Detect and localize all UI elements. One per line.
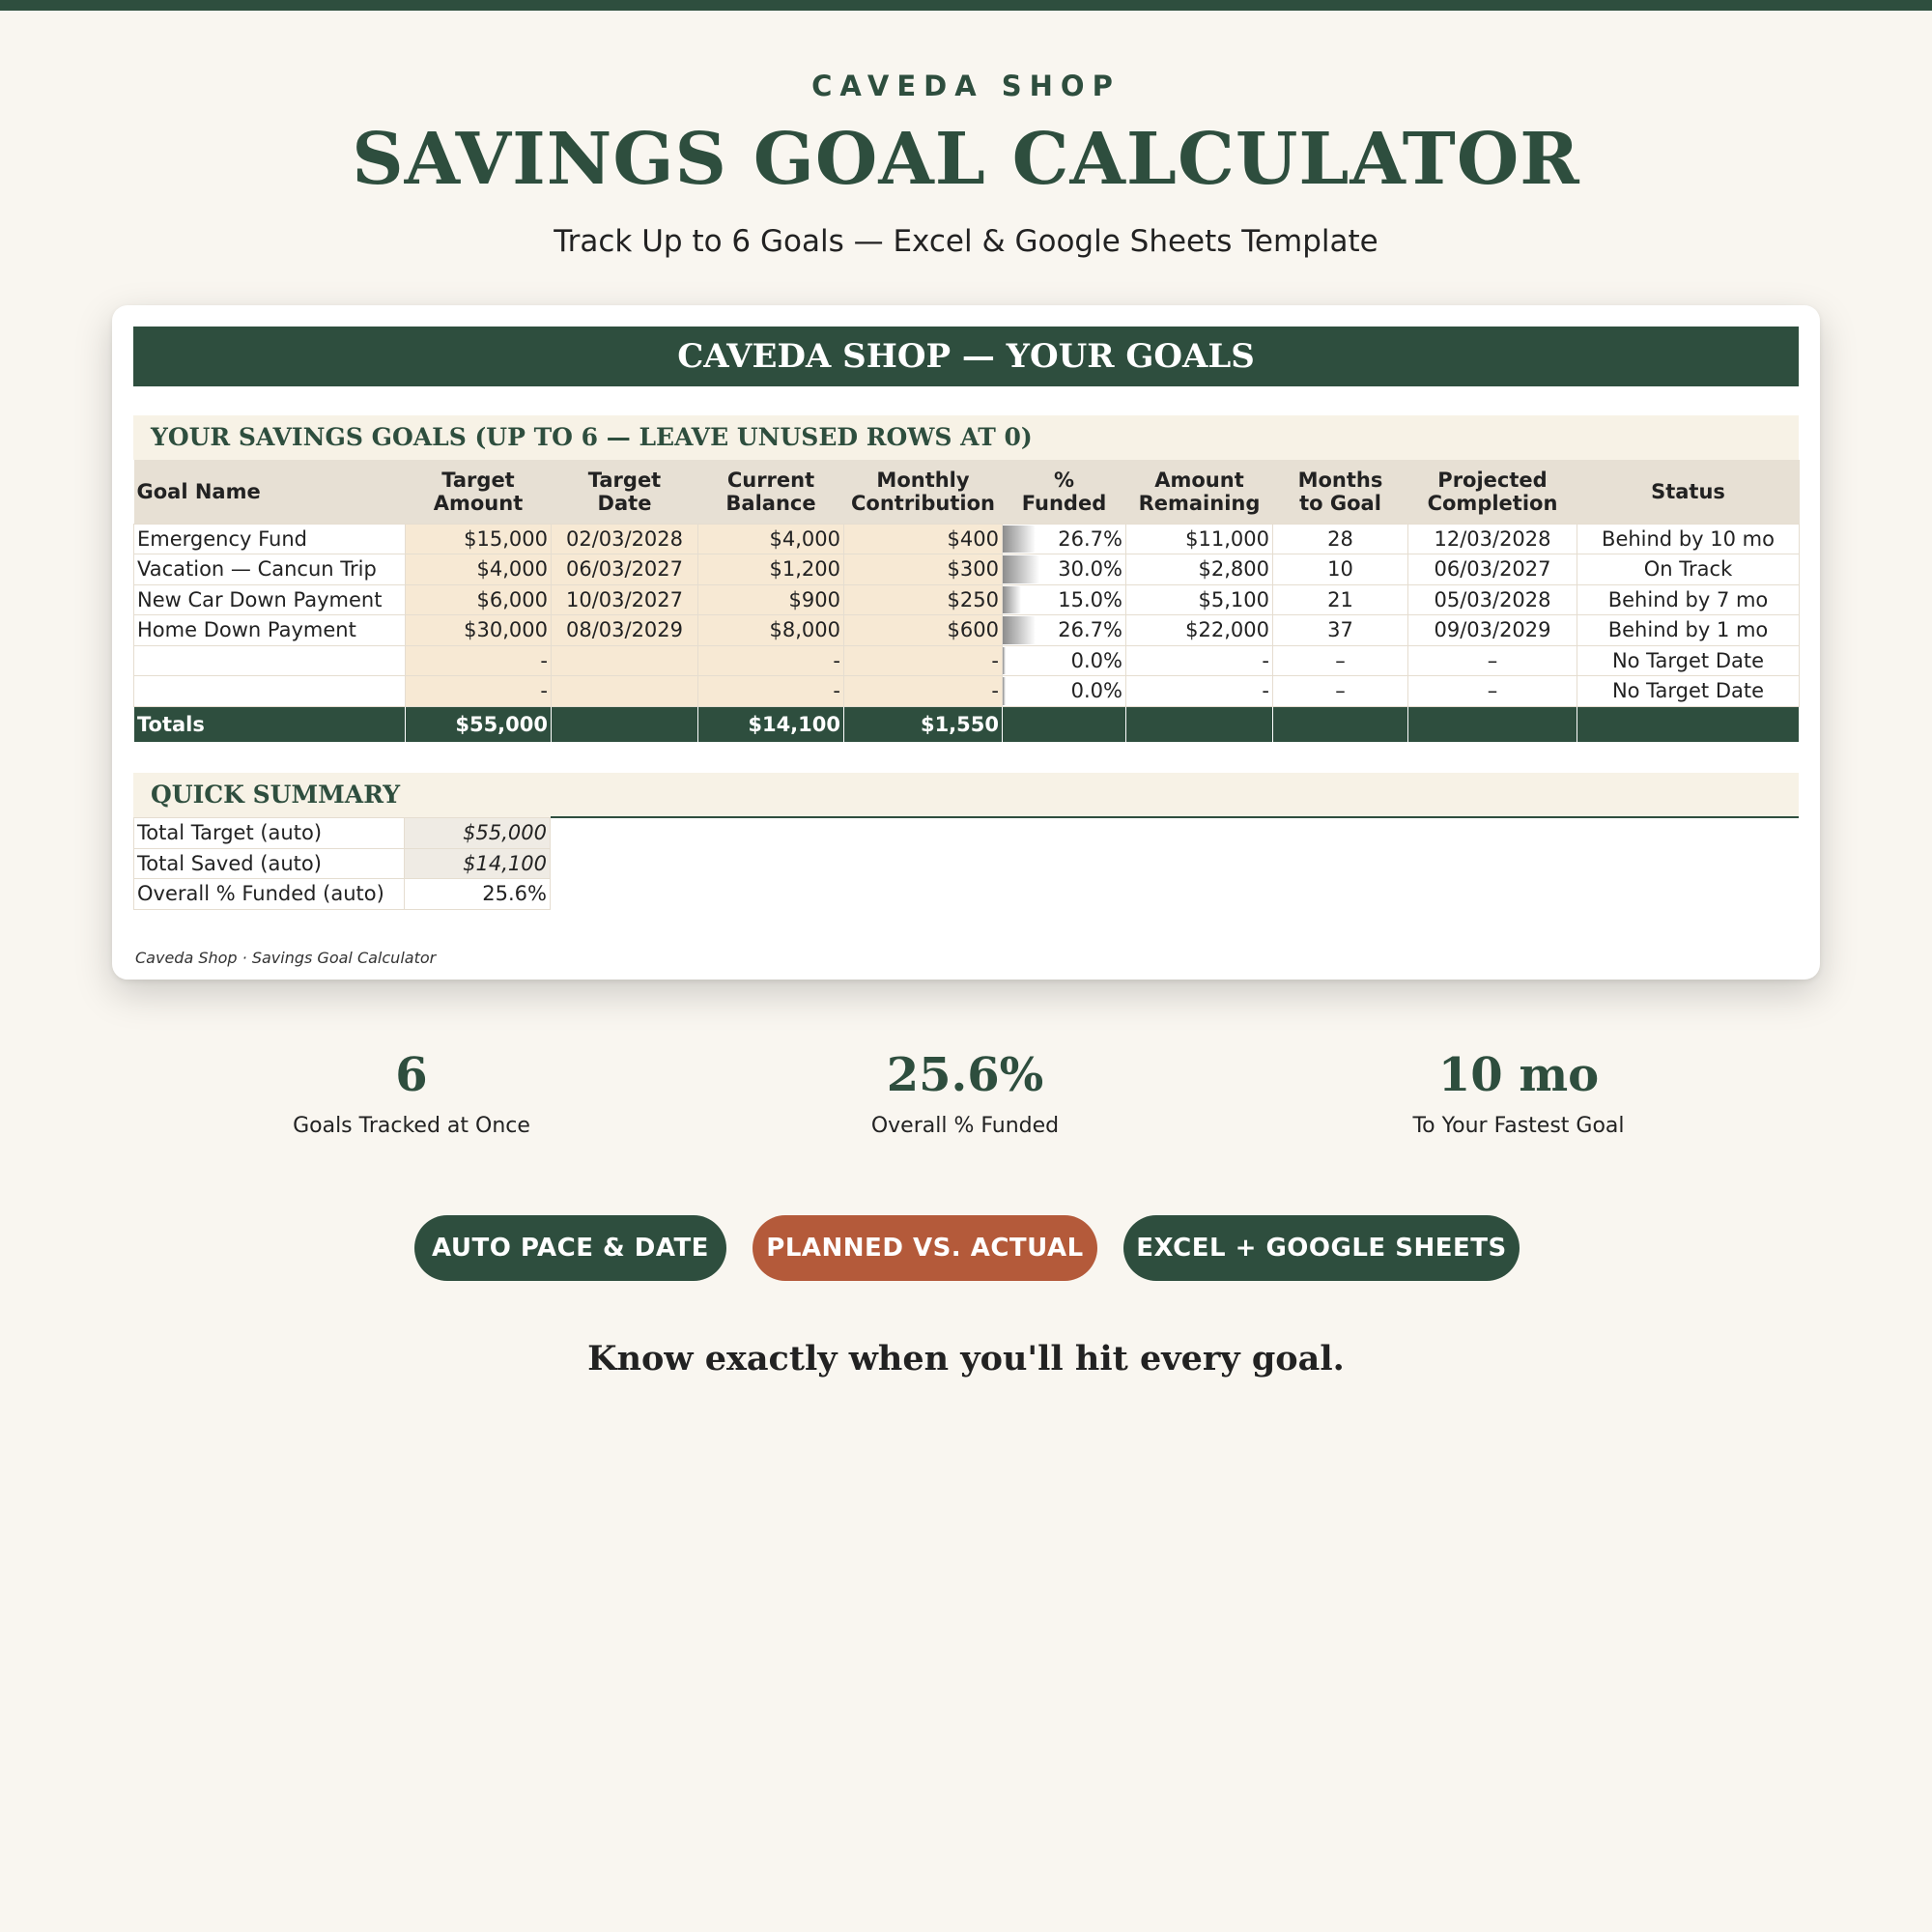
totals-empty-cell — [1126, 706, 1273, 742]
monthly-contribution-cell[interactable]: $250 — [844, 584, 1003, 615]
totals-empty-cell — [1577, 706, 1800, 742]
months-to-goal-cell: 28 — [1273, 524, 1408, 554]
funded-progress-bar — [1003, 647, 1006, 675]
stat-value: 6 — [395, 1048, 428, 1102]
goal-name-cell[interactable]: Emergency Fund — [134, 524, 406, 554]
summary-row — [134, 879, 551, 910]
status-cell: Behind by 7 mo — [1577, 584, 1800, 615]
summary-value[interactable]: $14,100 — [405, 848, 551, 879]
col-header-months-to-goal: Months to Goal — [1273, 460, 1408, 524]
monthly-contribution-cell[interactable]: $400 — [844, 524, 1003, 554]
summary-divider — [551, 816, 1799, 818]
spreadsheet-preview-card — [112, 305, 1820, 980]
goal-name-cell[interactable]: Home Down Payment — [134, 615, 406, 646]
amount-remaining-cell: $11,000 — [1126, 524, 1273, 554]
pill-excel-google-sheets: EXCEL + GOOGLE SHEETS — [1123, 1215, 1520, 1281]
status-cell: Behind by 1 mo — [1577, 615, 1800, 646]
target-amount-cell[interactable]: $30,000 — [406, 615, 552, 646]
percent-funded-cell — [1003, 524, 1126, 554]
current-balance-cell[interactable]: $8,000 — [698, 615, 844, 646]
status-cell: No Target Date — [1577, 676, 1800, 707]
brand-name: CAVEDA SHOP — [811, 70, 1121, 102]
totals-empty-cell — [1003, 706, 1126, 742]
summary-label: Total Target (auto) — [134, 818, 405, 849]
months-to-goal-cell: 21 — [1273, 584, 1408, 615]
amount-remaining-cell: $22,000 — [1126, 615, 1273, 646]
pill-planned-vs-actual: PLANNED VS. ACTUAL — [753, 1215, 1097, 1281]
monthly-contribution-cell[interactable]: - — [844, 645, 1003, 676]
current-balance-cell[interactable]: $900 — [698, 584, 844, 615]
totals-label: Totals — [134, 706, 406, 742]
amount-remaining-cell: $2,800 — [1126, 554, 1273, 585]
months-to-goal-cell: 10 — [1273, 554, 1408, 585]
summary-label: Overall % Funded (auto) — [134, 879, 405, 910]
goal-name-cell[interactable]: New Car Down Payment — [134, 584, 406, 615]
goal-row — [134, 645, 1800, 676]
current-balance-cell[interactable]: - — [698, 676, 844, 707]
projected-completion-cell: – — [1408, 676, 1577, 707]
monthly-contribution-cell[interactable]: $300 — [844, 554, 1003, 585]
target-date-cell[interactable]: 08/03/2029 — [552, 615, 698, 646]
funded-progress-bar — [1003, 616, 1036, 644]
summary-row — [134, 818, 551, 849]
funded-progress-bar — [1003, 526, 1036, 554]
status-cell: Behind by 10 mo — [1577, 524, 1800, 554]
percent-funded-cell — [1003, 554, 1126, 585]
target-date-cell[interactable] — [552, 676, 698, 707]
current-balance-cell[interactable]: $4,000 — [698, 524, 844, 554]
goal-row — [134, 584, 1800, 615]
percent-funded-value: 26.7% — [1058, 618, 1122, 642]
amount-remaining-cell: - — [1126, 676, 1273, 707]
percent-funded-value: 0.0% — [1070, 679, 1122, 703]
goals-table — [133, 460, 1800, 743]
target-date-cell[interactable]: 10/03/2027 — [552, 584, 698, 615]
summary-table — [133, 817, 551, 910]
current-balance-cell[interactable]: - — [698, 645, 844, 676]
stat-label: Goals Tracked at Once — [293, 1114, 530, 1138]
summary-value[interactable]: $55,000 — [405, 818, 551, 849]
col-header-status: Status — [1577, 460, 1800, 524]
percent-funded-value: 0.0% — [1070, 648, 1122, 672]
totals-target: $55,000 — [406, 706, 552, 742]
stat-label: To Your Fastest Goal — [1412, 1114, 1625, 1138]
projected-completion-cell: 09/03/2029 — [1408, 615, 1577, 646]
funded-progress-bar — [1003, 586, 1021, 614]
monthly-contribution-cell[interactable]: $600 — [844, 615, 1003, 646]
amount-remaining-cell: - — [1126, 645, 1273, 676]
stat-overall-funded — [675, 1048, 1255, 1138]
summary-label: Total Saved (auto) — [134, 848, 405, 879]
goal-row — [134, 676, 1800, 707]
projected-completion-cell: – — [1408, 645, 1577, 676]
summary-section-title: QUICK SUMMARY — [133, 773, 1799, 817]
goal-row — [134, 554, 1800, 585]
totals-empty-cell — [1408, 706, 1577, 742]
page-title: SAVINGS GOAL CALCULATOR — [352, 118, 1580, 201]
percent-funded-cell — [1003, 676, 1126, 707]
totals-empty-cell — [1273, 706, 1408, 742]
projected-completion-cell: 05/03/2028 — [1408, 584, 1577, 615]
target-amount-cell[interactable]: - — [406, 676, 552, 707]
target-date-cell[interactable]: 02/03/2028 — [552, 524, 698, 554]
goals-header-row — [134, 460, 1800, 524]
target-amount-cell[interactable]: $4,000 — [406, 554, 552, 585]
percent-funded-cell — [1003, 615, 1126, 646]
summary-value[interactable]: 25.6% — [405, 879, 551, 910]
pill-auto-pace: AUTO PACE & DATE — [414, 1215, 726, 1281]
tagline: Know exactly when you'll hit every goal. — [587, 1339, 1345, 1378]
current-balance-cell[interactable]: $1,200 — [698, 554, 844, 585]
col-header-goal-name: Goal Name — [134, 460, 406, 524]
stat-value: 10 mo — [1437, 1048, 1600, 1102]
months-to-goal-cell: 37 — [1273, 615, 1408, 646]
goal-name-cell[interactable] — [134, 645, 406, 676]
percent-funded-value: 15.0% — [1058, 587, 1122, 611]
summary-row — [134, 848, 551, 879]
col-header-current-balance: Current Balance — [698, 460, 844, 524]
stat-goals-tracked — [122, 1048, 701, 1138]
sheet-banner: CAVEDA SHOP — YOUR GOALS — [133, 327, 1799, 386]
goal-row — [134, 524, 1800, 554]
target-amount-cell[interactable]: $6,000 — [406, 584, 552, 615]
goal-row — [134, 615, 1800, 646]
feature-pills — [0, 1215, 1932, 1281]
goal-name-cell[interactable]: Vacation — Cancun Trip — [134, 554, 406, 585]
status-cell: On Track — [1577, 554, 1800, 585]
page-subtitle: Track Up to 6 Goals — Excel & Google Sheets Template — [554, 224, 1378, 259]
top-accent-bar — [0, 0, 1932, 11]
col-header-monthly-contribution: Monthly Contribution — [844, 460, 1003, 524]
status-cell: No Target Date — [1577, 645, 1800, 676]
percent-funded-value: 30.0% — [1058, 557, 1122, 582]
target-amount-cell[interactable]: - — [406, 645, 552, 676]
funded-progress-bar — [1003, 677, 1006, 705]
funded-progress-bar — [1003, 555, 1039, 583]
stat-value: 25.6% — [886, 1048, 1044, 1102]
months-to-goal-cell: – — [1273, 676, 1408, 707]
target-date-cell[interactable]: 06/03/2027 — [552, 554, 698, 585]
col-header-target-date: Target Date — [552, 460, 698, 524]
target-date-cell[interactable] — [552, 645, 698, 676]
goals-section-title: YOUR SAVINGS GOALS (UP TO 6 — LEAVE UNUSED ROWS AT 0) — [133, 415, 1799, 460]
totals-row — [134, 706, 1800, 742]
col-header-projected-completion: Projected Completion — [1408, 460, 1577, 524]
percent-funded-cell — [1003, 584, 1126, 615]
stat-label: Overall % Funded — [870, 1114, 1060, 1138]
percent-funded-cell — [1003, 645, 1126, 676]
stat-fastest-goal — [1229, 1048, 1808, 1138]
target-amount-cell[interactable]: $15,000 — [406, 524, 552, 554]
projected-completion-cell: 06/03/2027 — [1408, 554, 1577, 585]
goal-name-cell[interactable] — [134, 676, 406, 707]
totals-monthly: $1,550 — [844, 706, 1003, 742]
amount-remaining-cell: $5,100 — [1126, 584, 1273, 615]
sheet-footer-note: Caveda Shop · Savings Goal Calculator — [135, 949, 437, 967]
projected-completion-cell: 12/03/2028 — [1408, 524, 1577, 554]
months-to-goal-cell: – — [1273, 645, 1408, 676]
monthly-contribution-cell[interactable]: - — [844, 676, 1003, 707]
totals-balance: $14,100 — [698, 706, 844, 742]
percent-funded-value: 26.7% — [1058, 526, 1122, 551]
col-header-target-amount: Target Amount — [406, 460, 552, 524]
col-header-amount-remaining: Amount Remaining — [1126, 460, 1273, 524]
col-header-percent-funded: % Funded — [1003, 460, 1126, 524]
totals-empty-cell — [552, 706, 698, 742]
